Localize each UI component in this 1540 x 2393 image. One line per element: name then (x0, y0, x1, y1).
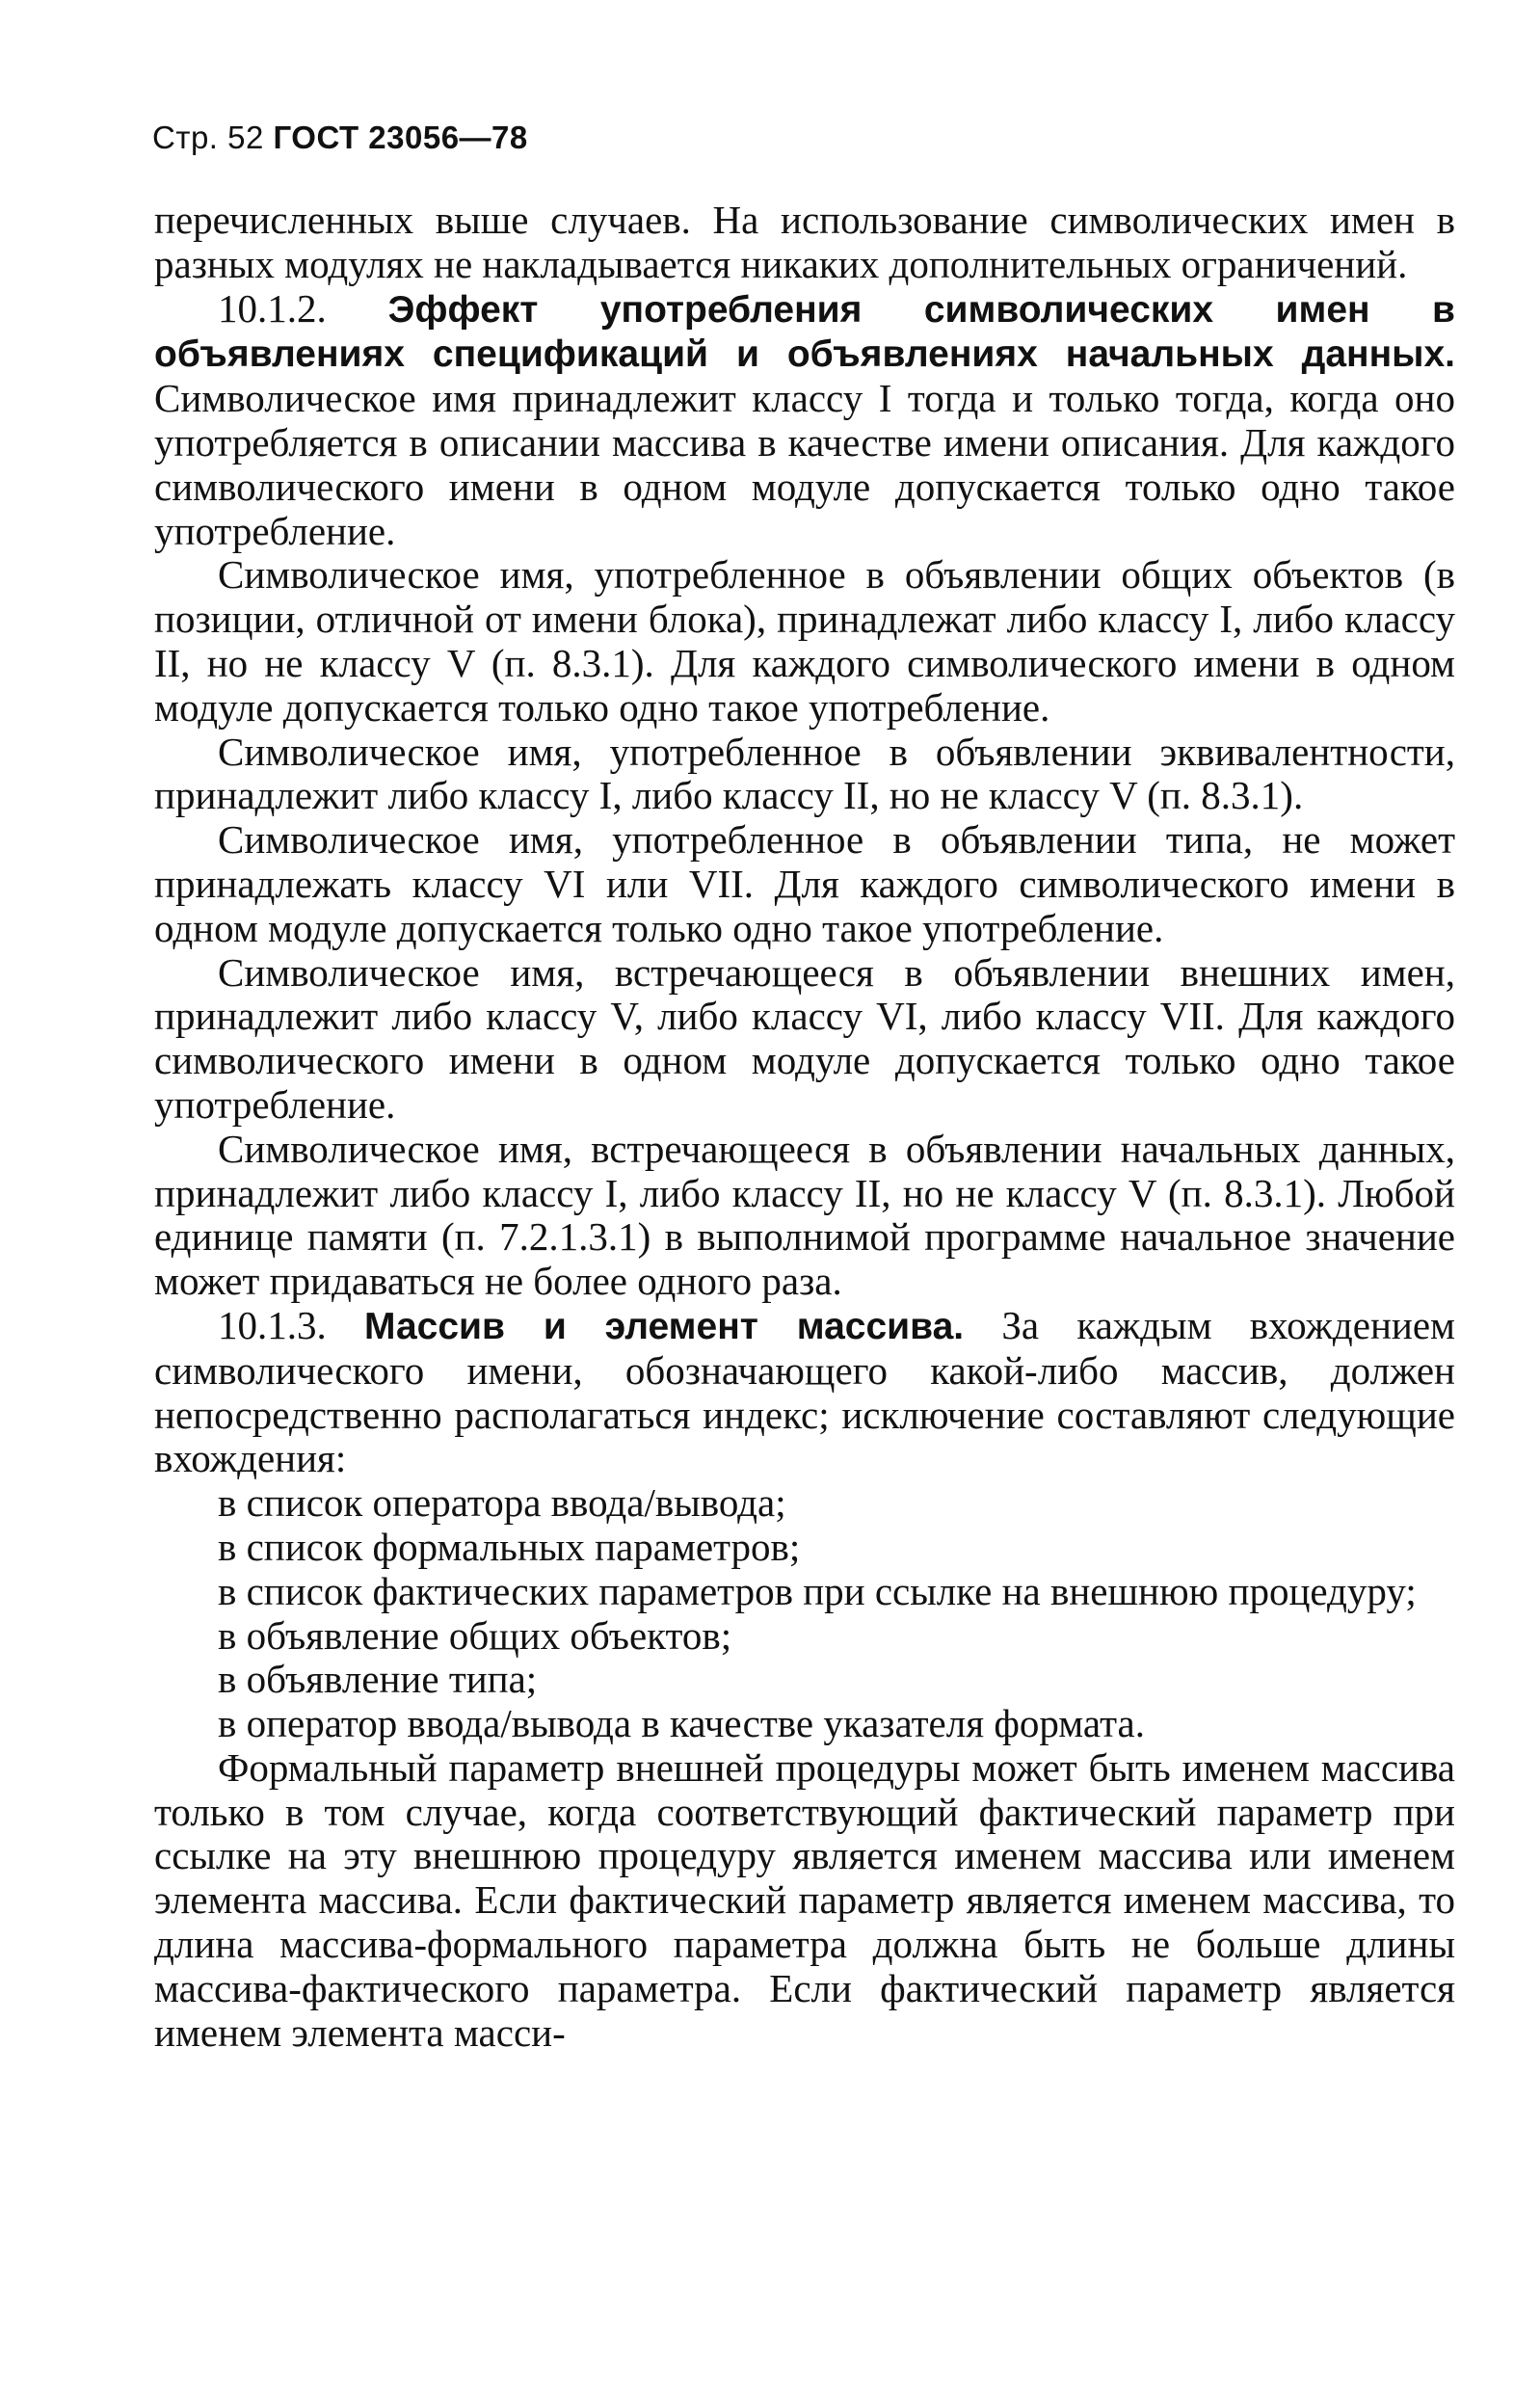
list-item: в объявление типа; (218, 1657, 538, 1702)
section-heading: Массив и элемент массива. (364, 1305, 965, 1347)
page-number: Стр. 52 (152, 120, 264, 155)
list-item: в объявление общих объектов; (218, 1612, 732, 1658)
paragraph: Символическое имя, употребленное в объявлении общих объектов (в позиции, отличной от имени блока), принадлежат либо классу I, либо классу II, но не классу V (п. 8.3.1). Для каждого символического имени в одном модуле допускается только одно такое употребление. (154, 552, 1455, 730)
paragraph-10-1-2 (154, 287, 1455, 554)
paragraph: Символическое имя, употребленное в объявлении эквивалентности, принадлежит либо классу I, либо классу II, но не классу V (п. 8.3.1). (154, 729, 1455, 818)
standard-title: ГОСТ 23056—78 (273, 120, 528, 155)
paragraph: Символическое имя, употребленное в объявлении типа, не может принадлежать классу VI или VII. Для каждого символического имени в одном модуле допускается только одно такое употребление. (154, 817, 1455, 950)
section-text: За каждым вхождением символического имени, обозначающего какой-либо массив, должен непосредственно располагаться индекс; исключение составляют следующие вхождения: (154, 1302, 1455, 1481)
section-text: Символическое имя принадлежит классу I тогда и только тогда, когда оно употребляется в описании массива в качестве имени описания. Для каждого символического имени в одном модуле допускается только одно такое употребление. (154, 376, 1455, 553)
list-item: в список формальных параметров; (218, 1524, 801, 1569)
page-header (152, 120, 528, 156)
list-item: в список оператора ввода/вывода; (218, 1480, 786, 1526)
document-body (154, 199, 1455, 2055)
list-item: в список фактических параметров при ссылке на внешнюю процедуру; (218, 1568, 1417, 1613)
paragraph-continuation: перечисленных выше случаев. На использование символических имен в разных модулях не накладывается никаких дополнительных ограничений. (154, 198, 1455, 286)
list-item: в оператор ввода/вывода в качестве указателя формата. (218, 1701, 1145, 1746)
section-number: 10.1.2. (218, 285, 388, 331)
paragraph: Символическое имя, встречающееся в объявлении начальных данных, принадлежит либо классу I, либо классу II, но не классу V (п. 8.3.1). Любой единице памяти (п. 7.2.1.3.1) в выполнимой программе начальное значение может придаваться не более одного раза. (154, 1126, 1455, 1304)
paragraph-10-1-3 (154, 1304, 1455, 1481)
section-heading: Эффект употребления символических имен в объявлениях спецификаций и объявлениях начальных данных. (154, 288, 1455, 376)
section-number: 10.1.3. (218, 1302, 365, 1347)
paragraph: Формальный параметр внешней процедуры может быть именем массива только в том случае, когда соответствующий фактический параметр при ссылке на эту внешнюю процедуру является именем массива или именем элемента массива. Если фактический параметр является именем массива, то длина массива-формального параметра должна быть не больше длины массива-фактического параметра. Если фактический параметр является именем элемента масси- (154, 1744, 1455, 2055)
paragraph: Символическое имя, встречающееся в объявлении внешних имен, принадлежит либо классу V, либо классу VI, либо классу VII. Для каждого символического имени в одном модуле допускается только одно такое употребление. (154, 949, 1455, 1127)
